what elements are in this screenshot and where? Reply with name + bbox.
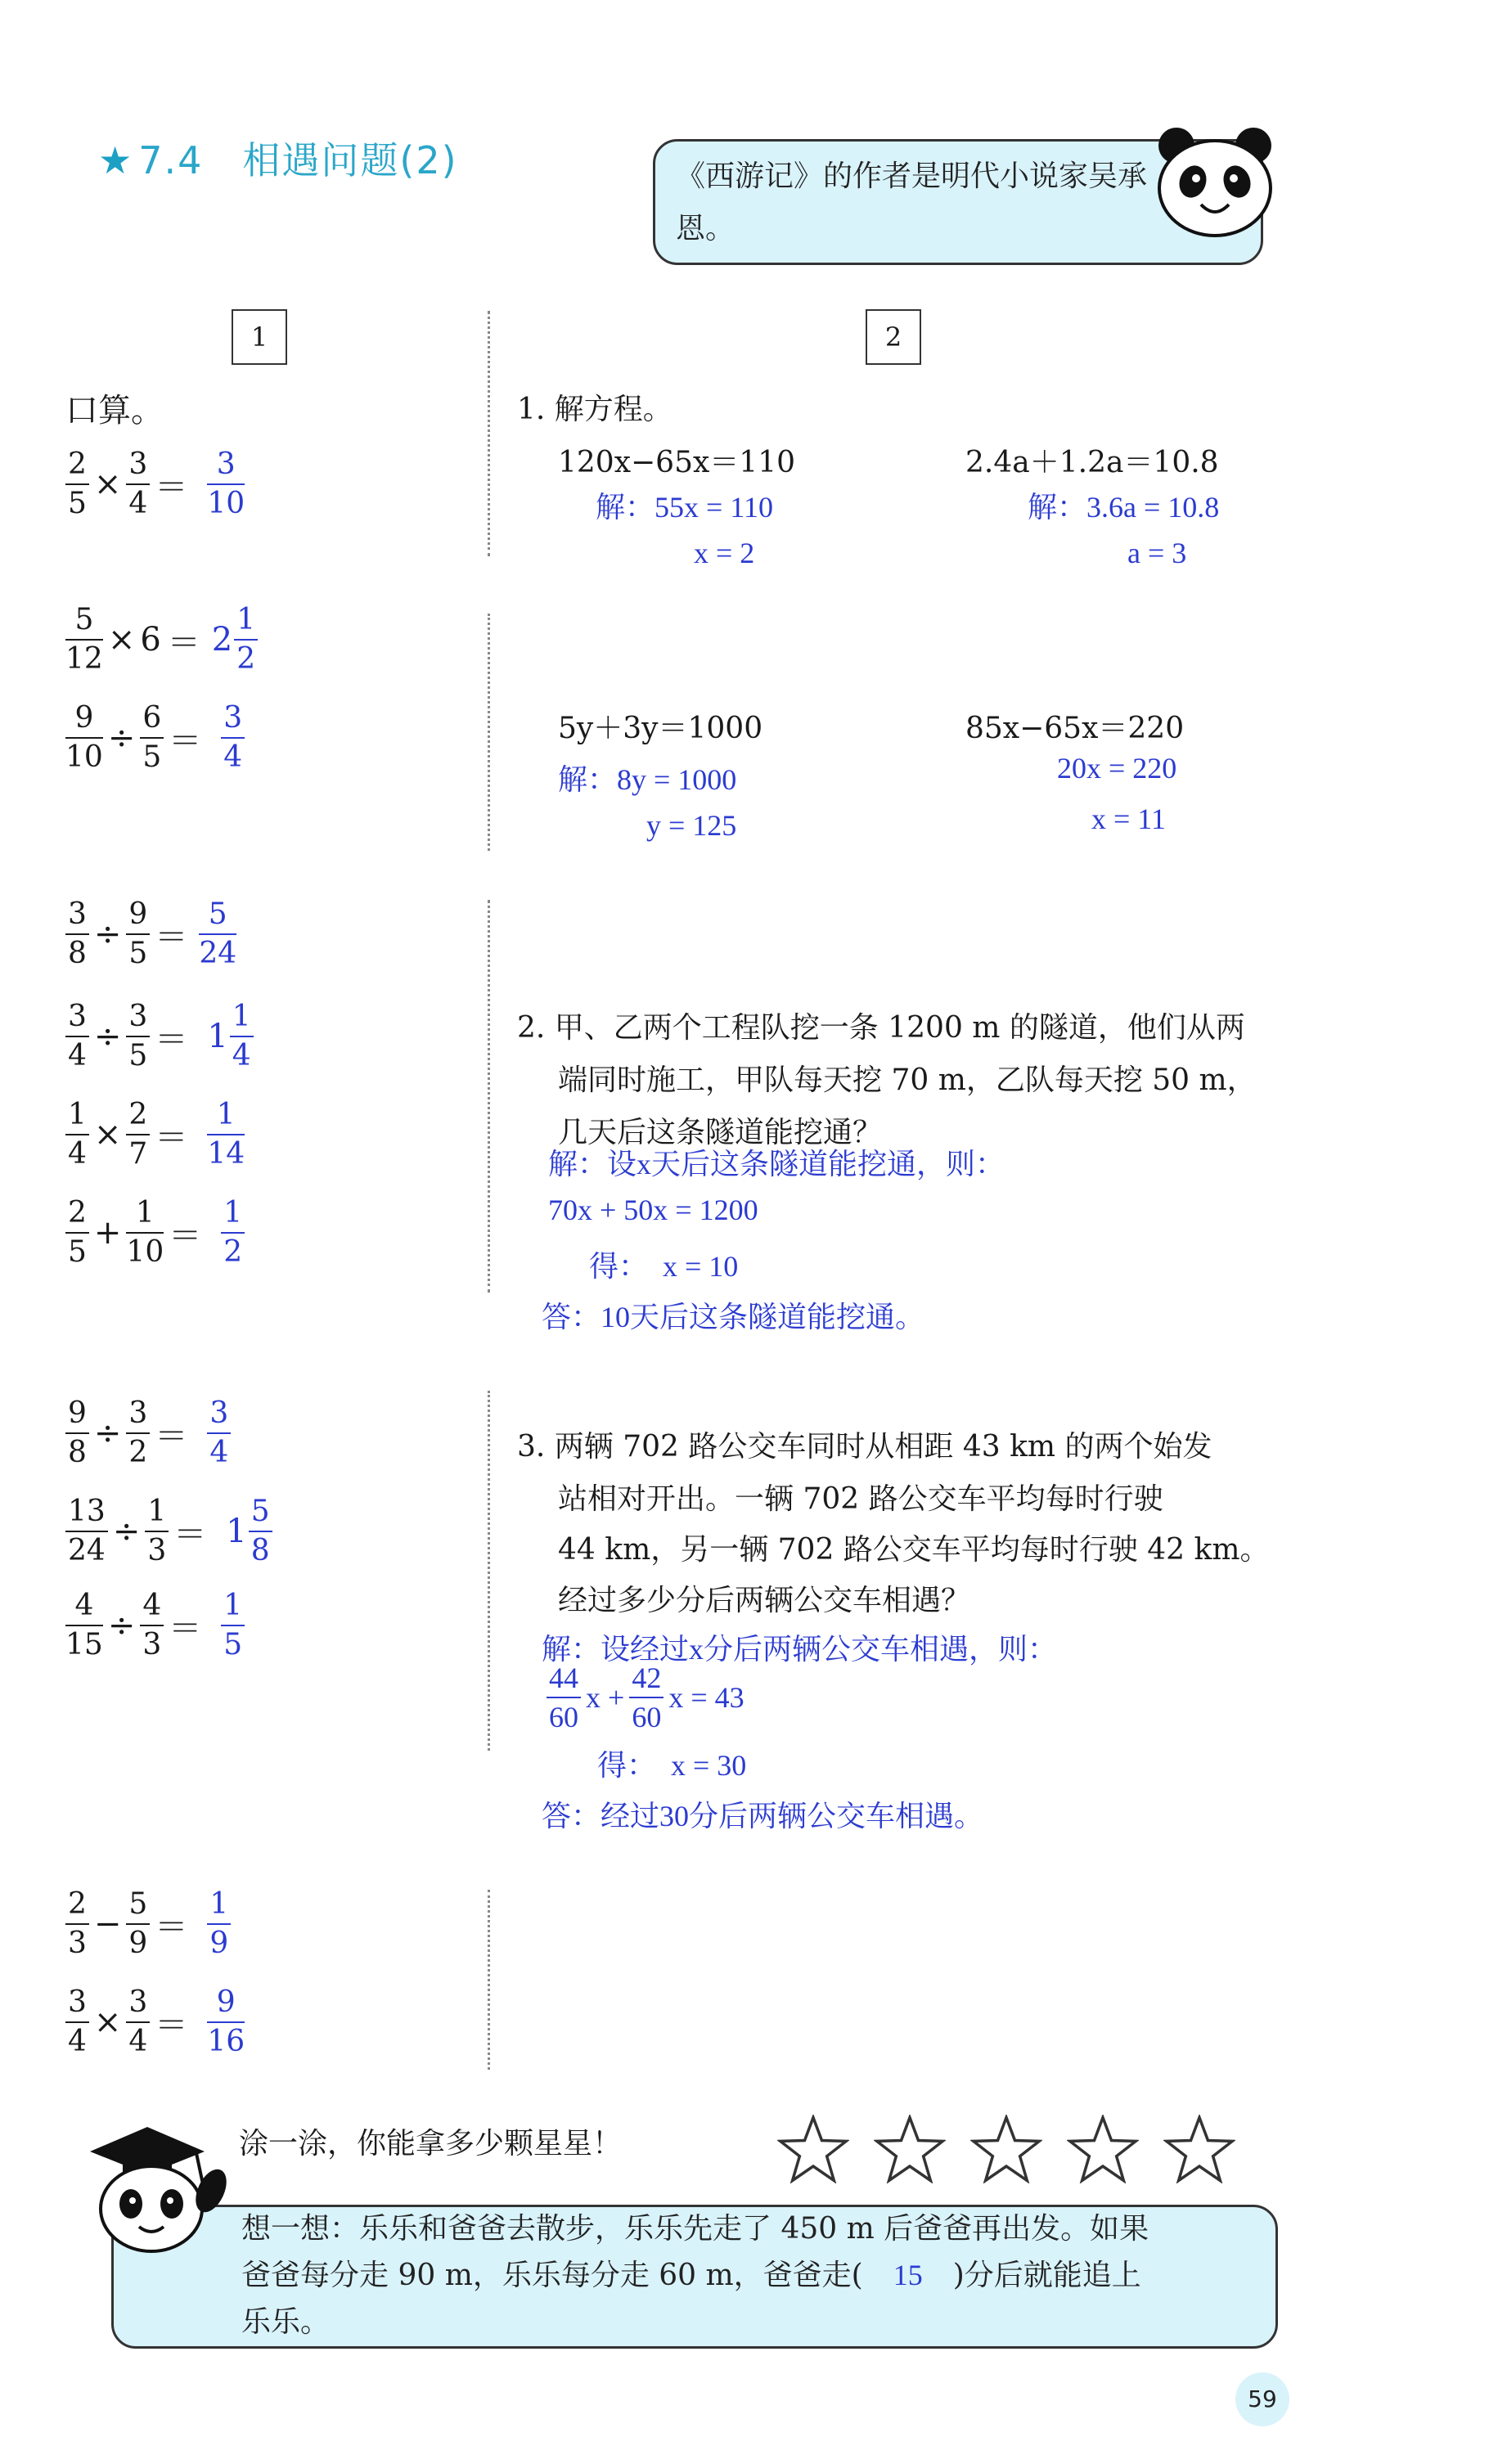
- fraction: $\frac{3}{10}$: [207, 447, 245, 520]
- fraction: $\frac{1}{5}$: [221, 1587, 245, 1664]
- q2-answer: 得： x = 10: [589, 1250, 739, 1283]
- q3-text: 3. 两辆 702 路公交车同时从相距 43 km 的两个始发: [517, 1430, 1212, 1464]
- fraction: $\frac{2}{5}$: [65, 446, 89, 523]
- answer-whole: 1: [207, 1018, 228, 1055]
- equals-sign: ＝: [155, 1020, 188, 1059]
- mental-math-item: [65, 1587, 245, 1664]
- fraction: $\frac{3}{4}$: [126, 446, 150, 523]
- fraction: $\frac{3}{4}$: [126, 1984, 150, 2061]
- mental-math-item: [65, 1984, 245, 2061]
- answer: [207, 1096, 245, 1173]
- answer: [221, 1587, 245, 1664]
- fraction: $\frac{3}{5}$: [126, 998, 150, 1075]
- operator: ÷: [93, 915, 122, 953]
- fraction: $\frac{1}{14}$: [207, 1098, 245, 1171]
- star-icon[interactable]: [970, 2115, 1042, 2183]
- mental-math-item: [65, 699, 245, 776]
- think-answer: 15: [893, 2259, 923, 2291]
- tip-text: 《西游记》的作者是明代小说家吴承恩。: [676, 160, 1148, 245]
- operator: ×: [93, 2003, 122, 2041]
- section-title: [98, 131, 458, 185]
- q2-text: 几天后这条隧道能挖通？: [558, 1116, 883, 1149]
- mental-math-heading: 口算。: [65, 392, 164, 429]
- fraction: $\frac{1}{4}$: [65, 1096, 89, 1173]
- fraction: $\frac{9}{16}$: [207, 1985, 245, 2058]
- mental-math-item: [65, 446, 245, 523]
- fraction: $\frac{1}{9}$: [207, 1886, 231, 1963]
- answer: [212, 601, 258, 678]
- answer: [199, 896, 236, 973]
- equation-answer: x = 2: [694, 537, 755, 569]
- operator: ×: [93, 465, 122, 503]
- equation-answer: 20x = 220: [1057, 752, 1177, 785]
- panda-graduate-icon: [74, 2102, 229, 2258]
- q3-answer: 解：设经过x分后两辆公交车相遇，则：: [542, 1633, 1058, 1666]
- q2-answer: 解：设x天后这条隧道能挖通，则：: [548, 1148, 1005, 1180]
- fraction: $\frac{1}{4}$: [230, 998, 254, 1075]
- mental-math-item: [65, 601, 258, 678]
- equation-answer: 解：3.6a = 10.8: [1028, 491, 1220, 524]
- equals-sign: ＝: [155, 1908, 188, 1946]
- equals-sign: ＝: [155, 2006, 188, 2044]
- fraction: $\frac{9}{10}$: [65, 701, 103, 774]
- mental-math-item: [65, 998, 254, 1075]
- q2-text: 端同时施工，甲队每天挖 70 m，乙队每天挖 50 m，: [558, 1063, 1257, 1097]
- q2-text: 2. 甲、乙两个工程队挖一条 1200 m 的隧道，他们从两: [517, 1011, 1245, 1045]
- divider: [488, 1391, 490, 1751]
- stars-prompt: 涂一涂，你能拿多少颗星星！: [239, 2127, 623, 2160]
- star-icon[interactable]: [777, 2115, 849, 2183]
- equals-sign: ＝: [169, 1609, 202, 1648]
- q3-text: 经过多少分后两辆公交车相遇？: [558, 1584, 971, 1617]
- fraction: $\frac{2}{7}$: [126, 1096, 150, 1173]
- equals-sign: ＝: [169, 722, 202, 760]
- box-label-1: 1: [232, 309, 287, 365]
- q3-answer: 答：经过30分后两辆公交车相遇。: [542, 1800, 984, 1832]
- equation-answer: y = 125: [646, 809, 737, 842]
- fraction: $\frac{5}{9}$: [126, 1886, 150, 1963]
- operator: −: [93, 1905, 122, 1943]
- box-label-2: 2: [866, 309, 921, 365]
- fraction: $\frac{4}{15}$: [65, 1589, 103, 1661]
- operator: ÷: [107, 719, 136, 757]
- operator: ×: [93, 1116, 122, 1153]
- fraction: $\frac{1}{10}$: [126, 1196, 164, 1269]
- equation: 85x−65x＝220: [965, 712, 1185, 745]
- answer-whole: 1: [226, 1513, 247, 1550]
- fraction: $\frac{9}{5}$: [126, 896, 150, 973]
- equation-answer: 解：8y = 1000: [558, 763, 737, 796]
- q3-text: 44 km，另一辆 702 路公交车平均每时行驶 42 km。: [558, 1533, 1270, 1567]
- answer: [226, 1493, 272, 1570]
- equation-answer: 解：55x = 110: [596, 491, 773, 524]
- answer: [207, 446, 245, 523]
- q2-answer: 答：10天后这条隧道能挖通。: [542, 1301, 925, 1333]
- fraction: $\frac{5}{8}$: [249, 1493, 272, 1570]
- divider: [488, 1890, 490, 2070]
- star-icon[interactable]: [1067, 2115, 1139, 2183]
- fraction: $\frac{3}{4}$: [65, 998, 89, 1075]
- q2-answer: 70x + 50x = 1200: [548, 1194, 758, 1226]
- operator: ÷: [93, 1414, 122, 1452]
- mental-math-item: [65, 1493, 272, 1570]
- fraction: $\frac{3}{4}$: [65, 1984, 89, 2061]
- fraction: $\frac{1}{3}$: [145, 1493, 169, 1570]
- equation-answer: a = 3: [1127, 537, 1187, 569]
- answer-whole: 2: [211, 621, 233, 659]
- fraction: $\frac{9}{8}$: [65, 1395, 89, 1472]
- star-icon[interactable]: [1163, 2115, 1235, 2183]
- operator: ÷: [93, 1018, 122, 1055]
- answer: [221, 699, 245, 776]
- equation: 120x−65x＝110: [558, 446, 796, 479]
- operand: 6: [140, 621, 161, 659]
- fraction: $\frac{4}{3}$: [140, 1587, 164, 1664]
- mental-math-item: [65, 1096, 245, 1173]
- equals-sign: ＝: [155, 468, 188, 506]
- operator: +: [93, 1214, 122, 1252]
- equals-sign: ＝: [169, 1216, 202, 1255]
- fraction: $\frac{44}{60}$: [547, 1659, 581, 1736]
- q3-answer-equation: $\frac{44}{60}$ x + $\frac{42}{60}$ x = 43: [547, 1659, 744, 1736]
- answer: [207, 1886, 231, 1963]
- fraction: $\frac{1}{2}$: [234, 601, 258, 678]
- mental-math-item: [65, 896, 236, 973]
- equals-sign: ＝: [155, 918, 188, 956]
- q3-answer: 得： x = 30: [597, 1749, 747, 1782]
- fraction: $\frac{3}{4}$: [221, 699, 245, 776]
- fraction: $\frac{3}{2}$: [126, 1395, 150, 1472]
- fraction: $\frac{2}{3}$: [65, 1886, 89, 1963]
- equals-sign: ＝: [173, 1515, 207, 1553]
- fraction: $\frac{13}{24}$: [65, 1493, 108, 1570]
- q1-heading: 1. 解方程。: [517, 393, 673, 426]
- star-icon[interactable]: [874, 2115, 946, 2183]
- answer: [221, 1194, 245, 1271]
- fraction: $\frac{3}{4}$: [207, 1395, 231, 1472]
- fraction: $\frac{42}{60}$: [629, 1659, 664, 1736]
- fraction: $\frac{5}{12}$: [65, 603, 103, 676]
- page-number: 59: [1235, 2372, 1289, 2426]
- mental-math-item: [65, 1194, 245, 1271]
- fraction: $\frac{5}{24}$: [199, 897, 237, 970]
- operator: ×: [107, 621, 136, 659]
- divider: [488, 311, 490, 556]
- equation-answer: x = 11: [1091, 803, 1166, 835]
- divider: [488, 900, 490, 1293]
- q3-text: 站相对开出。一辆 702 路公交车平均每时行驶: [558, 1482, 1163, 1516]
- mental-math-item: [65, 1886, 231, 1963]
- equation: 5y＋3y＝1000: [558, 712, 763, 745]
- star-icon: ★: [98, 138, 134, 182]
- equation: 2.4a＋1.2a＝10.8: [965, 446, 1219, 479]
- answer: [207, 1395, 231, 1472]
- fraction: $\frac{6}{5}$: [140, 699, 164, 776]
- equals-sign: ＝: [155, 1118, 188, 1157]
- rating-stars[interactable]: [777, 2115, 1235, 2183]
- divider: [488, 614, 490, 851]
- operator: ÷: [107, 1607, 136, 1644]
- mental-math-item: [65, 1395, 231, 1472]
- fraction: $\frac{1}{2}$: [221, 1194, 245, 1271]
- section-title-text: 7.4 相遇问题(2): [138, 138, 458, 182]
- answer: [207, 998, 253, 1075]
- panda-face-icon: [1154, 123, 1276, 237]
- fraction: $\frac{2}{5}$: [65, 1194, 89, 1271]
- answer: [207, 1984, 245, 2061]
- operator: ÷: [112, 1513, 141, 1550]
- equals-sign: ＝: [167, 623, 200, 662]
- think-text: 想一想：乐乐和爸爸去散步，乐乐先走了 450 m 后爸爸再出发。如果 爸爸每分走 90 m，乐乐每分走 60 m，爸爸走( 15 )分后就能追上 乐乐。: [241, 2212, 1149, 2339]
- fraction: $\frac{3}{8}$: [65, 896, 89, 973]
- equals-sign: ＝: [155, 1417, 188, 1455]
